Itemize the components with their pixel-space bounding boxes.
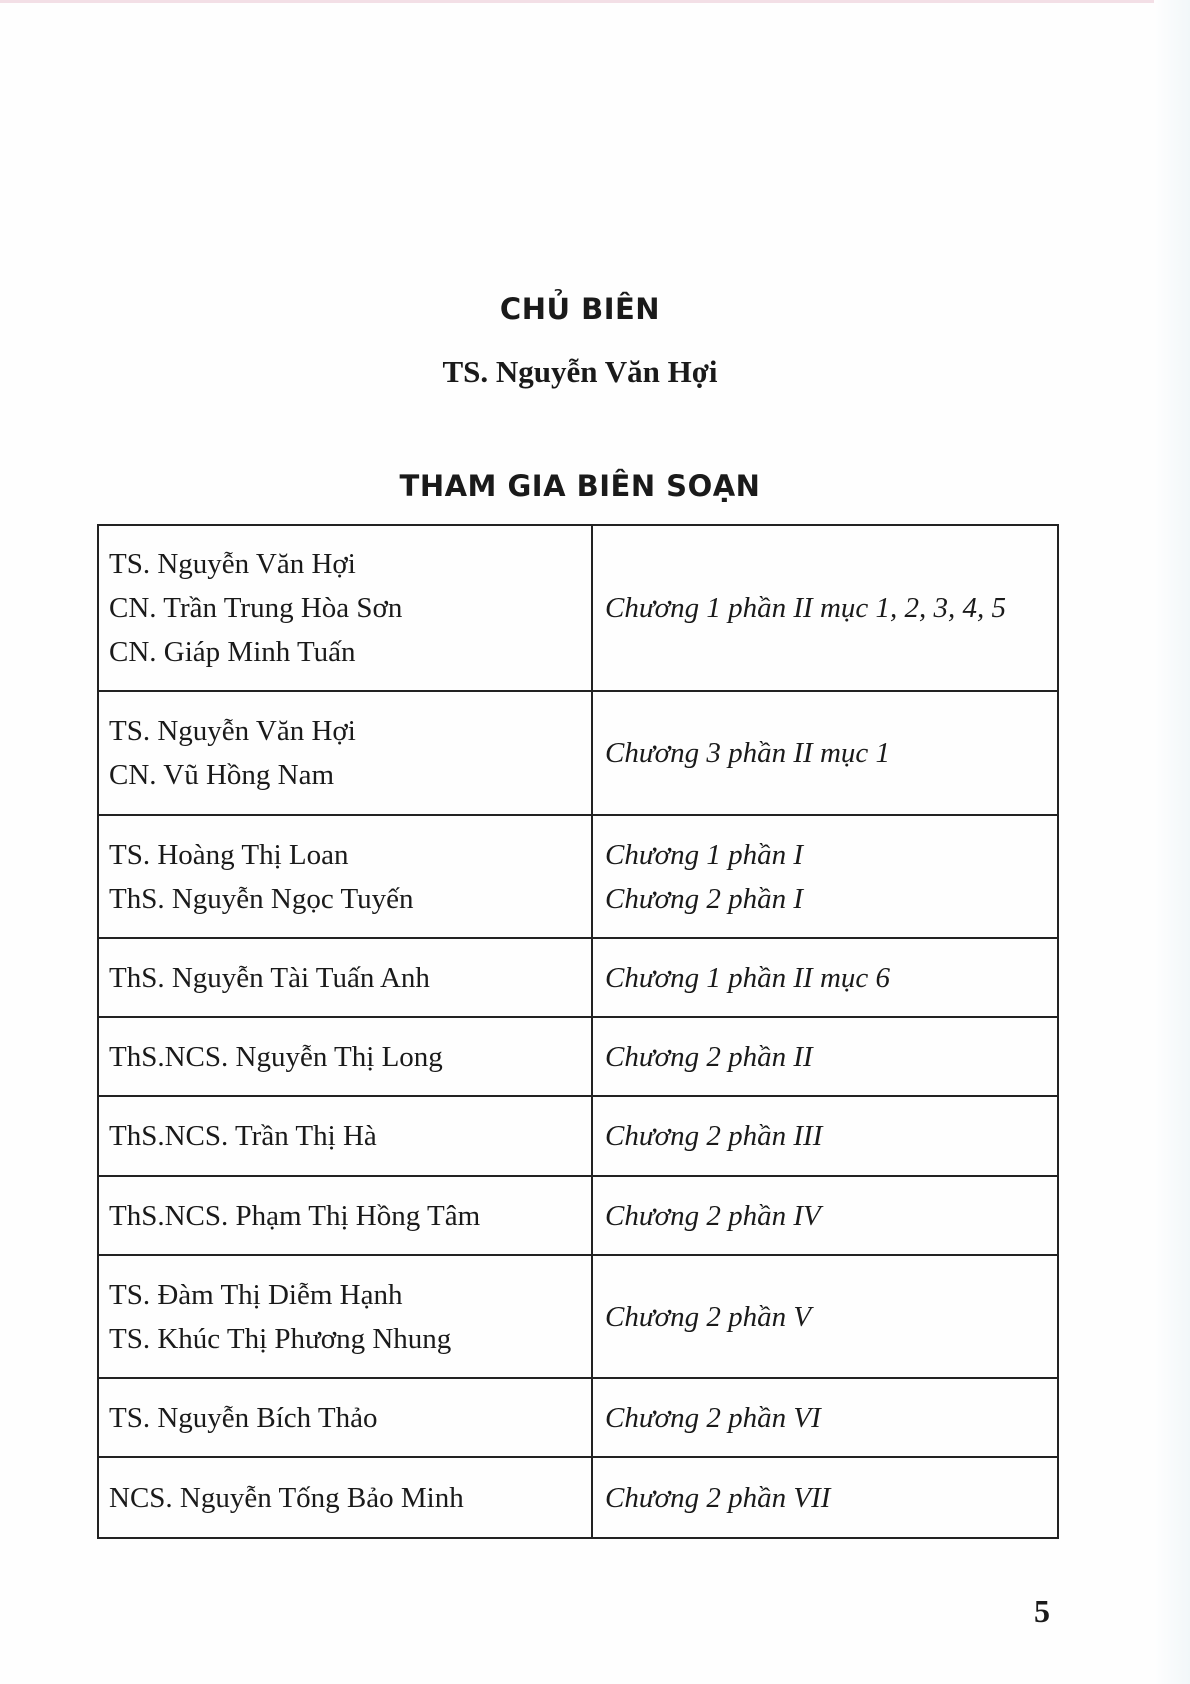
author-name: TS. Nguyễn Bích Thảo — [109, 1401, 378, 1434]
author-name-cell — [98, 1096, 592, 1176]
table-row — [98, 1017, 1058, 1096]
author-name: TS. Nguyễn Văn Hợi — [109, 548, 356, 580]
section-ref-cell — [592, 1017, 1058, 1096]
author-name-cell — [98, 1378, 592, 1457]
section-ref-cell — [592, 1176, 1058, 1255]
section-ref: Chương 1 phần II mục 6 — [605, 961, 891, 994]
table-row — [98, 1255, 1058, 1378]
editor-name: TS. Nguyễn Văn Hợi — [442, 354, 718, 389]
author-name: TS. Nguyễn Văn Hợi — [109, 715, 356, 747]
author-name: ThS.NCS. Nguyễn Thị Long — [109, 1040, 443, 1073]
page-edge — [1154, 0, 1190, 1684]
section-ref: Chương 2 phần VI — [605, 1401, 821, 1434]
author-name: NCS. Nguyễn Tống Bảo Minh — [109, 1481, 464, 1514]
top-edge — [0, 0, 1190, 3]
author-name-cell — [98, 1017, 592, 1096]
section-ref: Chương 2 phần III — [605, 1120, 823, 1152]
section-ref: Chương 3 phần II mục 1 — [605, 737, 891, 769]
page-number: 5 — [1034, 1593, 1050, 1629]
section-ref-cell — [592, 691, 1058, 815]
author-name-cell — [98, 815, 592, 938]
author-name: CN. Trần Trung Hòa Sơn — [109, 592, 403, 624]
table-row — [98, 1096, 1058, 1176]
author-name-cell — [98, 525, 592, 691]
table-row — [98, 938, 1058, 1017]
author-name-cell — [98, 1255, 592, 1378]
table-row — [98, 1176, 1058, 1255]
section-ref-cell — [592, 1457, 1058, 1538]
author-name-cell — [98, 938, 592, 1017]
table-row — [98, 525, 1058, 691]
author-name: ThS.NCS. Trần Thị Hà — [109, 1120, 377, 1152]
contributors-table — [97, 524, 1059, 1539]
section-ref: Chương 1 phần I — [605, 838, 804, 871]
author-name-cell — [98, 1176, 592, 1255]
table-row — [98, 815, 1058, 938]
section-ref: Chương 2 phần V — [605, 1300, 812, 1333]
author-name: TS. Hoàng Thị Loan — [109, 838, 349, 871]
editor-heading: CHỦ BIÊN — [499, 292, 661, 326]
section-ref: Chương 2 phần VII — [605, 1481, 831, 1514]
section-ref-cell — [592, 1378, 1058, 1457]
author-name: CN. Giáp Minh Tuấn — [109, 636, 356, 668]
table-row — [98, 1378, 1058, 1457]
contributors-heading: THAM GIA BIÊN SOẠN — [399, 469, 761, 503]
section-ref-cell — [592, 1255, 1058, 1378]
author-name: TS. Khúc Thị Phương Nhung — [109, 1322, 452, 1355]
author-name: CN. Vũ Hồng Nam — [109, 759, 335, 791]
section-ref-cell — [592, 1096, 1058, 1176]
author-name: ThS. Nguyễn Ngọc Tuyến — [109, 882, 414, 915]
section-ref: Chương 2 phần IV — [605, 1199, 821, 1232]
author-name: ThS.NCS. Phạm Thị Hồng Tâm — [109, 1199, 481, 1232]
table-row — [98, 1457, 1058, 1538]
author-name-cell — [98, 691, 592, 815]
table-row — [98, 691, 1058, 815]
author-name-cell — [98, 1457, 592, 1538]
section-ref: Chương 1 phần II mục 1, 2, 3, 4, 5 — [605, 592, 1007, 624]
section-ref-cell — [592, 938, 1058, 1017]
section-ref-cell — [592, 815, 1058, 938]
section-ref-cell — [592, 525, 1058, 691]
author-name: TS. Đàm Thị Diễm Hạnh — [109, 1278, 403, 1311]
section-ref: Chương 2 phần II — [605, 1040, 813, 1073]
section-ref: Chương 2 phần I — [605, 882, 804, 915]
author-name: ThS. Nguyễn Tài Tuấn Anh — [109, 961, 430, 994]
